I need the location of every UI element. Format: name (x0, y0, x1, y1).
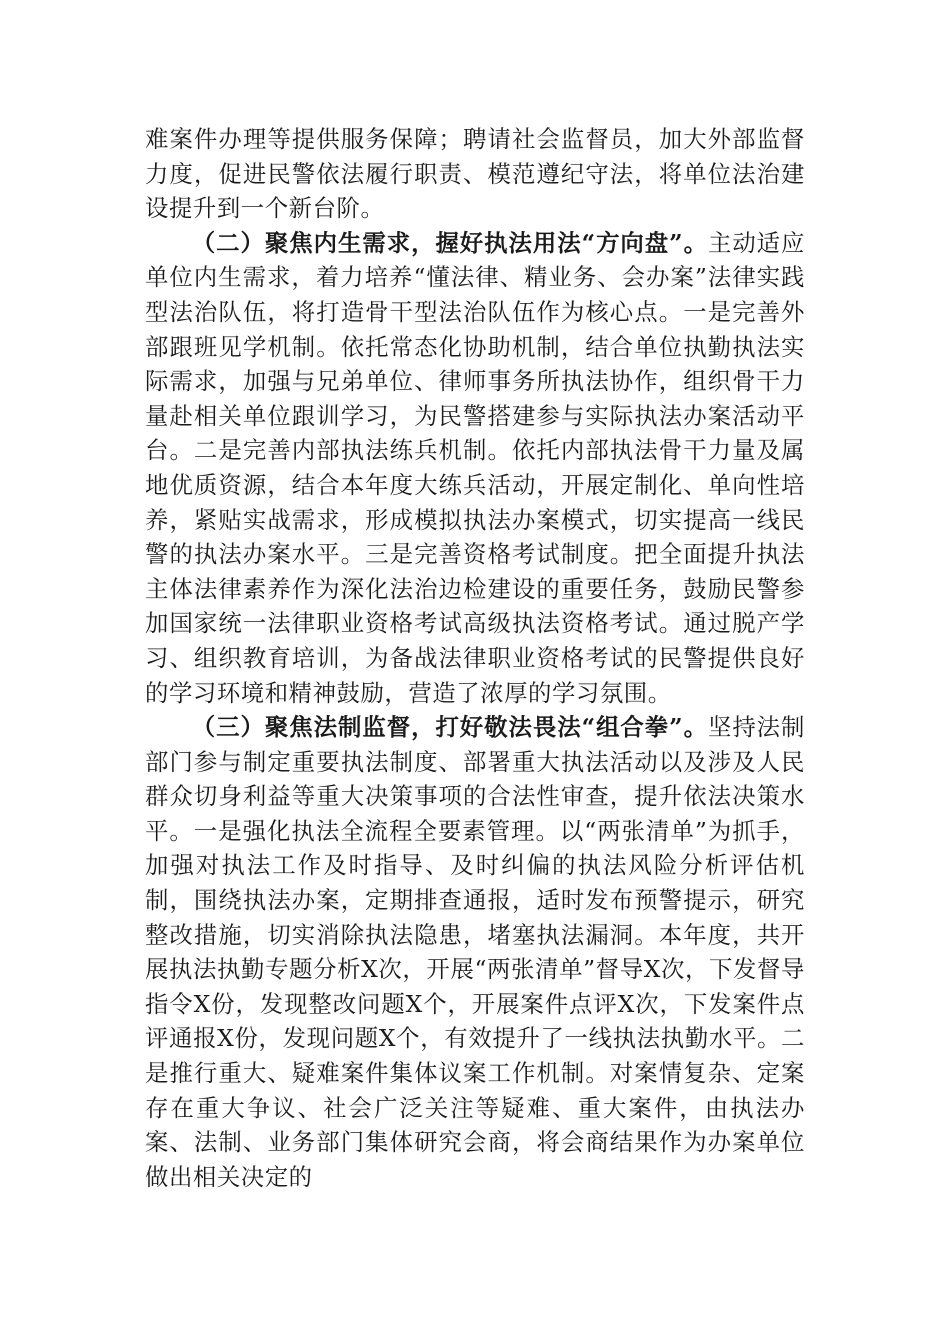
paragraph-text: 坚持法制部门参与制定重要执法制度、部署重大执法活动以及涉及人民群众切身利益等重大决策事项的合法性审查，提升依法决策水平。一是强化执法全流程全要素管理。以“两张清单”为抓手，加强对执法工作及时指导、及时纠偏的执法风险分析评估机制，围绕执法办案，定期排查通报，适时发布预警提示，研究整改措施，切实消除执法隐患，堵塞执法漏洞。本年度，共开展执法执勤专题分析X次，开展“两张清单”督导X次，下发督导指令X份，发现整改问题X个，开展案件点评X次，下发案件点评通报X份，发现问题X个，有效提升了一线执法执勤水平。二是推行重大、疑难案件集体议案工作机制。对案情复杂、定案存在重大争议、社会广泛关注等疑难、重大案件，由执法办案、法制、业务部门集体研究会商，将会商结果作为办案单位做出相关决定的 (145, 713, 805, 1191)
section-heading: （二）聚焦内生需求，握好执法用法“方向盘”。 (191, 228, 708, 257)
paragraph-section-two (145, 226, 805, 710)
paragraph-text: 主动适应单位内生需求，着力培养“懂法律、精业务、会办案”法律实践型法治队伍，将打造骨干型法治队伍作为核心点。一是完善外部跟班见学机制。依托常态化协助机制，结合单位执勤执法实际需求，加强与兄弟单位、律师事务所执法协作，组织骨干力量赴相关单位跟训学习，为民警搭建参与实际执法办案活动平台。二是完善内部执法练兵机制。依托内部执法骨干力量及属地优质资源，结合本年度大练兵活动，开展定制化、单向性培养，紧贴实战需求，形成模拟执法办案模式，切实提高一线民警的执法办案水平。三是完善资格考试制度。把全面提升执法主体法律素养作为深化法治边检建设的重要任务，鼓励民警参加国家统一法律职业资格考试高级执法资格考试。通过脱产学习、组织教育培训，为备战法律职业资格考试的民警提供良好的学习环境和精神鼓励，营造了浓厚的学习氛围。 (145, 228, 805, 707)
paragraph-section-three (145, 710, 805, 1194)
paragraph-text: 难案件办理等提供服务保障；聘请社会监督员，加大外部监督力度，促进民警依法履行职责、模范遵纪守法，将单位法治建设提升到一个新台阶。 (145, 125, 805, 223)
section-heading: （三）聚焦法制监督，打好敬法畏法“组合拳”。 (191, 713, 708, 742)
paragraph-continuation (145, 122, 805, 226)
document-body (145, 122, 805, 1194)
